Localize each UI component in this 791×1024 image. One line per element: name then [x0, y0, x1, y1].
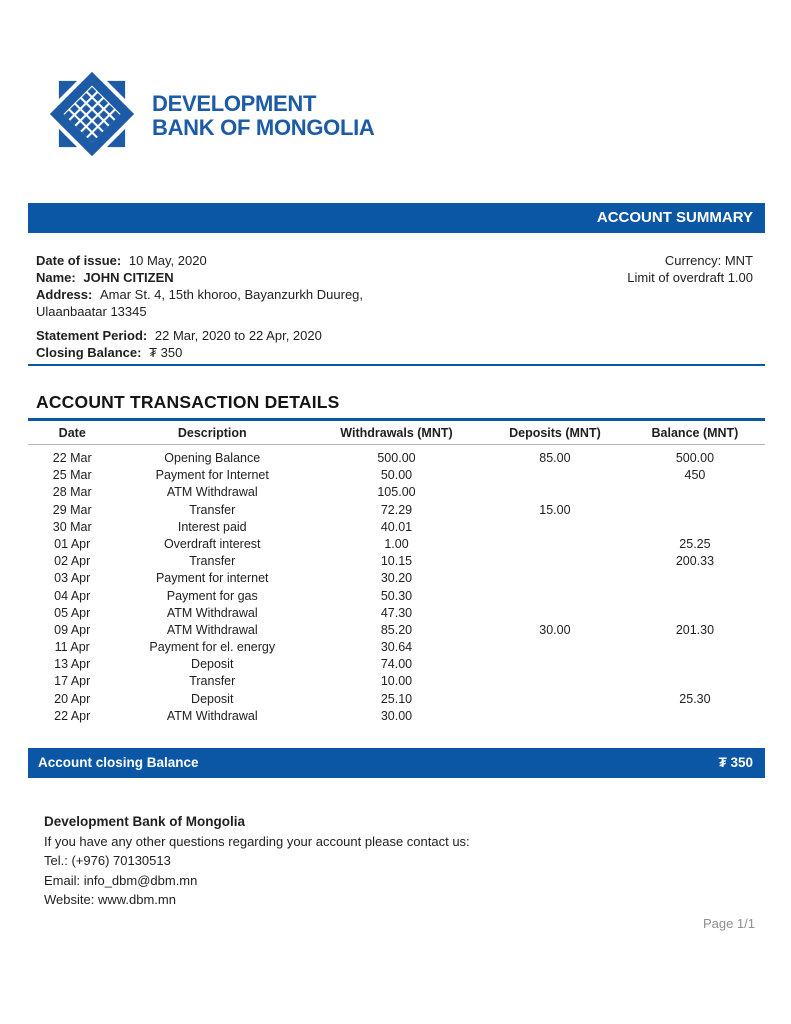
address-line2: Ulaanbaatar 13345 — [36, 304, 147, 319]
account-summary-bar — [28, 203, 765, 233]
cell-deposit: 30.00 — [539, 622, 571, 637]
footer-tel: Tel.: (+976) 70130513 — [44, 853, 171, 868]
cell-withdrawal: 105.00 — [377, 485, 416, 500]
cell-withdrawal: 85.20 — [380, 622, 413, 637]
cell-deposit — [485, 553, 625, 570]
cell-date: 11 Apr — [54, 640, 90, 655]
name-label: Name: — [36, 270, 76, 285]
cell-description: Payment for Internet — [155, 468, 269, 483]
cell-date: 22 Apr — [54, 708, 91, 723]
statement-period-label: Statement Period: — [36, 328, 148, 343]
cell-balance — [625, 639, 765, 656]
cell-date: 02 Apr — [54, 554, 91, 569]
date-of-issue-label: Date of issue: — [36, 253, 122, 268]
cell-withdrawal: 30.20 — [380, 571, 413, 586]
cell-balance — [625, 519, 765, 536]
table-row — [28, 536, 765, 553]
cell-date: 29 Mar — [52, 502, 92, 517]
cell-withdrawal: 47.30 — [380, 605, 413, 620]
cell-withdrawal: 72.29 — [380, 502, 413, 517]
statement-period-value: 22 Mar, 2020 to 22 Apr, 2020 — [154, 328, 322, 343]
footer-website: Website: www.dbm.mn — [44, 892, 176, 907]
currency-line: Currency: MNT — [664, 253, 753, 268]
cell-deposit — [485, 639, 625, 656]
table-row — [28, 519, 765, 536]
table-row — [28, 570, 765, 587]
table-row — [28, 691, 765, 708]
page-number: Page 1/1 — [702, 916, 755, 931]
cell-balance — [625, 484, 765, 501]
closing-bar-value: ₮ 350 — [718, 755, 753, 770]
address-value-1: Amar St. 4, 15th khoroo, Bayanzurkh Duureg, — [99, 287, 364, 302]
table-row — [28, 673, 765, 690]
account-details — [28, 252, 765, 366]
cell-description: Transfer — [189, 502, 236, 517]
cell-description: ATM Withdrawal — [166, 622, 258, 637]
cell-description: Deposit — [191, 657, 234, 672]
cell-deposit — [485, 605, 625, 622]
name-value: JOHN CITIZEN — [83, 270, 174, 285]
table-row — [28, 502, 765, 519]
cell-withdrawal: 10.00 — [380, 674, 413, 689]
column-header-description: Description — [177, 426, 247, 440]
cell-date: 22 Mar — [52, 451, 92, 465]
cell-withdrawal: 30.64 — [380, 640, 413, 655]
cell-deposit — [485, 656, 625, 673]
table-row — [28, 467, 765, 484]
table-row — [28, 656, 765, 673]
cell-date: 17 Apr — [54, 674, 91, 689]
cell-date: 28 Mar — [52, 485, 92, 500]
cell-description: ATM Withdrawal — [166, 485, 258, 500]
bank-logo-icon — [45, 68, 139, 160]
table-row — [28, 553, 765, 570]
bank-logo-line1: DEVELOPMENT — [152, 91, 317, 116]
address-line1 — [36, 286, 363, 303]
cell-deposit — [485, 484, 625, 501]
cell-deposit — [485, 536, 625, 553]
name-line — [36, 269, 363, 286]
cell-description: Interest paid — [177, 519, 247, 534]
cell-deposit — [485, 570, 625, 587]
date-of-issue-value: 10 May, 2020 — [128, 253, 207, 268]
cell-balance — [625, 605, 765, 622]
account-details-left — [28, 252, 363, 361]
cell-balance — [625, 673, 765, 690]
cell-description: Transfer — [189, 674, 236, 689]
cell-description: Transfer — [189, 554, 236, 569]
bank-logo — [45, 68, 375, 160]
address-label: Address: — [36, 287, 93, 302]
column-header-deposit: Deposits (MNT) — [509, 426, 601, 440]
overdraft-limit-line: Limit of overdraft 1.00 — [627, 270, 753, 285]
cell-withdrawal: 500.00 — [377, 451, 416, 465]
date-of-issue-line — [36, 252, 363, 269]
cell-withdrawal: 74.00 — [380, 657, 413, 672]
cell-description: Payment for el. energy — [149, 640, 276, 655]
cell-withdrawal: 25.10 — [380, 691, 413, 706]
cell-withdrawal: 1.00 — [384, 536, 409, 551]
cell-description: ATM Withdrawal — [166, 605, 258, 620]
statement-period-line — [36, 327, 363, 344]
cell-deposit: 15.00 — [539, 502, 571, 517]
transactions-table — [28, 424, 765, 725]
column-header-date: Date — [58, 426, 86, 440]
cell-deposit: 85.00 — [539, 451, 571, 465]
cell-description: Overdraft interest — [163, 536, 261, 551]
table-row — [28, 639, 765, 656]
cell-description: Payment for gas — [166, 588, 258, 603]
cell-balance: 25.30 — [679, 691, 711, 706]
table-row — [28, 708, 765, 725]
table-row — [28, 450, 765, 467]
cell-date: 25 Mar — [52, 468, 92, 483]
cell-date: 13 Apr — [54, 657, 91, 672]
cell-withdrawal: 40.01 — [380, 519, 413, 534]
column-header-balance: Balance (MNT) — [651, 426, 739, 440]
cell-deposit — [485, 673, 625, 690]
cell-withdrawal: 30.00 — [380, 708, 413, 723]
table-row — [28, 605, 765, 622]
footer-contact-line: If you have any other questions regarding your account please contact us: — [44, 833, 470, 849]
cell-date: 03 Apr — [54, 571, 91, 586]
table-row — [28, 484, 765, 501]
transactions-header-row — [28, 424, 765, 445]
cell-balance — [625, 570, 765, 587]
bank-logo-text — [152, 92, 375, 140]
closing-balance-label: Closing Balance: — [36, 345, 142, 360]
cell-deposit — [485, 691, 625, 708]
bank-logo-line2: BANK OF MONGOLIA — [152, 115, 375, 140]
cell-deposit — [485, 467, 625, 484]
table-row — [28, 588, 765, 605]
cell-deposit — [485, 588, 625, 605]
cell-balance — [625, 656, 765, 673]
closing-balance-bar — [28, 748, 765, 778]
cell-deposit — [485, 519, 625, 536]
account-summary-title: ACCOUNT SUMMARY — [596, 209, 753, 226]
cell-description: ATM Withdrawal — [166, 708, 258, 723]
cell-balance: 500.00 — [675, 451, 715, 465]
cell-date: 30 Mar — [52, 519, 92, 534]
footer-contact-block — [44, 812, 470, 910]
cell-balance: 25.25 — [679, 536, 711, 551]
cell-date: 09 Apr — [54, 622, 91, 637]
closing-balance-value: ₮ 350 — [149, 345, 183, 360]
transaction-details-section — [28, 392, 765, 421]
table-row — [28, 622, 765, 639]
cell-description: Payment for internet — [155, 571, 269, 586]
footer-email: Email: info_dbm@dbm.mn — [44, 872, 198, 888]
cell-date: 04 Apr — [54, 588, 91, 603]
cell-withdrawal: 10.15 — [380, 554, 413, 569]
cell-date: 05 Apr — [54, 605, 91, 620]
transactions-table-body — [28, 450, 765, 725]
footer-bank-name: Development Bank of Mongolia — [44, 814, 246, 829]
account-details-right — [627, 252, 765, 361]
closing-bar-label: Account closing Balance — [38, 755, 199, 770]
cell-balance — [625, 588, 765, 605]
closing-balance-line — [36, 344, 363, 361]
cell-balance — [625, 502, 765, 519]
cell-description: Opening Balance — [164, 451, 261, 465]
cell-deposit — [485, 708, 625, 725]
cell-withdrawal: 50.00 — [380, 468, 413, 483]
cell-balance — [625, 708, 765, 725]
cell-date: 20 Apr — [54, 691, 91, 706]
cell-description: Deposit — [191, 691, 234, 706]
cell-balance: 450 — [684, 468, 706, 483]
transaction-details-title: ACCOUNT TRANSACTION DETAILS — [36, 392, 340, 412]
cell-date: 01 Apr — [54, 536, 91, 551]
cell-balance: 201.30 — [675, 622, 715, 637]
cell-balance: 200.33 — [675, 554, 715, 569]
cell-withdrawal: 50.30 — [380, 588, 413, 603]
column-header-withdrawal: Withdrawals (MNT) — [340, 426, 453, 440]
